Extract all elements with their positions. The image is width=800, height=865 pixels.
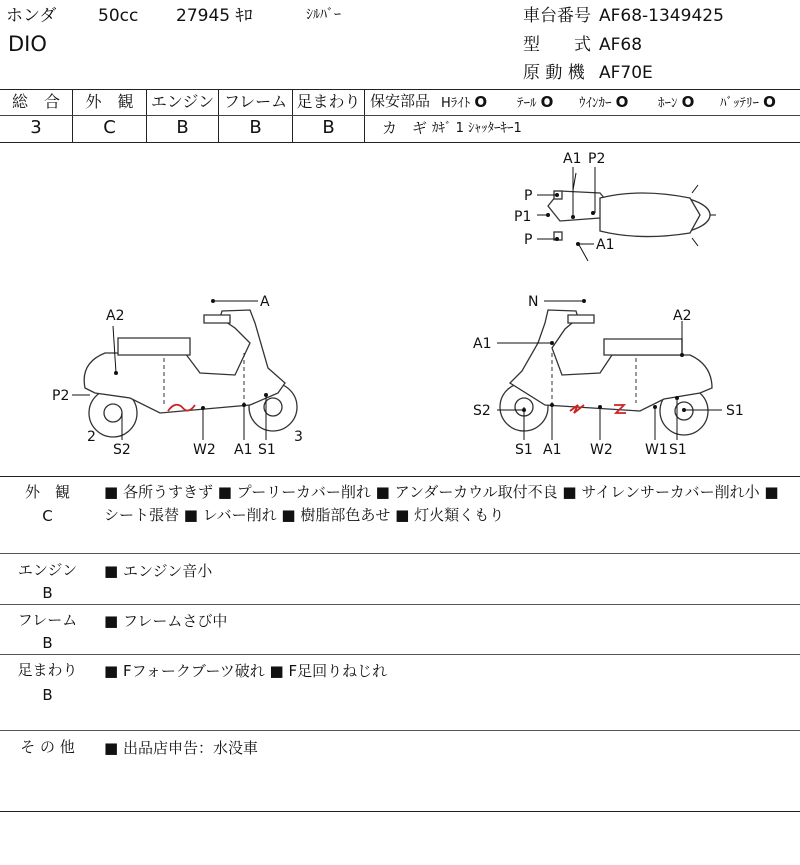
safety-item-mark: O (681, 93, 695, 111)
frame-no: AF68-1349425 (599, 6, 724, 26)
divider (0, 604, 800, 605)
right-seat (604, 339, 682, 355)
divider (364, 115, 800, 116)
scooter-diagram (0, 143, 800, 476)
grade-header-frame: フレーム (223, 92, 288, 111)
color: ｼﾙﾊﾞｰ (306, 7, 341, 23)
diagram-label: 3 (294, 429, 303, 445)
marker (680, 353, 684, 357)
top-view (514, 151, 716, 261)
remark-category: エンジン (17, 561, 78, 579)
grade-overall: 3 (30, 117, 42, 138)
remark-text: ■ 出品店申告：水没車 (104, 739, 258, 757)
mileage: 27945 ｷﾛ (176, 6, 253, 26)
marker (201, 406, 205, 410)
divider (0, 654, 800, 655)
grade-exterior: C (103, 117, 116, 138)
diagram-label: S2 (113, 442, 131, 458)
grade-suspension: B (322, 117, 335, 138)
remark-category: フレーム (17, 611, 78, 629)
diagram-label: A (260, 294, 270, 310)
safety-item-name: ﾃｰﾙ (517, 96, 537, 111)
right-side-view (473, 294, 744, 458)
diagram-label: 2 (87, 429, 96, 445)
safety-item-winker (579, 95, 628, 110)
diagram-label: A1 (543, 442, 562, 458)
diagram-label: S2 (473, 403, 491, 419)
remark-grade: C (42, 507, 53, 525)
diagram-label: A1 (596, 237, 615, 253)
marker (211, 299, 215, 303)
left-seat (118, 338, 190, 355)
divider (0, 811, 800, 812)
diagram-label: S1 (669, 442, 687, 458)
safety-label: 保安部品 (370, 92, 431, 110)
top-view-marker (591, 211, 595, 215)
grade-header-exterior: 外 観 (85, 92, 134, 111)
top-view-rear (692, 238, 698, 246)
remark-text: ■ フレームさび中 (104, 612, 228, 630)
safety-item-horn (658, 95, 694, 110)
marker (114, 371, 118, 375)
marker (653, 405, 657, 409)
remark-grade: B (42, 686, 53, 704)
right-handle (568, 315, 594, 323)
grade-header-engine: エンジン (150, 92, 215, 111)
safety-item-name: Hﾗｲﾄ (441, 96, 471, 111)
diagram-label: A1 (563, 151, 582, 167)
safety-item-name: ｳｲﾝｶｰ (579, 96, 612, 111)
diagram-label: W2 (193, 442, 216, 458)
diagram-label: S1 (258, 442, 276, 458)
marker (598, 405, 602, 409)
top-view-body (600, 193, 700, 237)
marker (550, 341, 554, 345)
safety-item-mark: O (763, 93, 776, 111)
diagram-label: A2 (106, 308, 125, 324)
divider (0, 89, 800, 90)
safety-item-mark: O (615, 93, 629, 111)
diagram-label: P2 (588, 151, 606, 167)
safety-item-tail (517, 95, 553, 110)
safety-item-headlight (441, 95, 487, 110)
diagram-label: P (524, 188, 533, 204)
diagram-label: S1 (726, 403, 744, 419)
grade-engine: B (176, 117, 189, 138)
remark-text: ■ エンジン音小 (104, 562, 213, 580)
key-value: ｶｷﾞ 1 ｼｬｯﾀｰｷｰ1 (432, 121, 522, 136)
grade-header-suspension: 足まわり (296, 92, 361, 111)
marker (522, 408, 526, 412)
model-name: DIO (8, 32, 47, 56)
divider (0, 476, 800, 477)
marker (582, 299, 586, 303)
top-view-handle (578, 243, 588, 261)
diagram-label: A2 (673, 308, 692, 324)
frame-no-label: 車台番号 (523, 6, 591, 26)
safety-item-name: ﾊﾞｯﾃﾘｰ (720, 96, 759, 111)
remark-text: ■ 各所うすきず ■ プーリーカバー削れ ■ アンダーカウル取付不良 ■ サイレンサーカバー削れ小 ■ シート張替 ■ レバー削れ ■ 樹脂部色あせ ■ 灯火類くもり (104, 483, 779, 525)
remark-grade: B (42, 634, 53, 652)
remark-grade: B (42, 584, 53, 602)
grade-frame: B (249, 117, 262, 138)
top-view-rear (692, 185, 698, 193)
left-handle (204, 315, 230, 323)
type-label: 型 式 (523, 35, 591, 55)
diagram-label: P (524, 232, 533, 248)
marker (550, 403, 554, 407)
engine-value: AF70E (599, 63, 653, 83)
diagram-label: P1 (514, 209, 532, 225)
safety-item-name: ﾎｰﾝ (658, 96, 678, 111)
displacement: 50cc (98, 6, 139, 26)
left-side-view (52, 294, 303, 458)
marker (242, 403, 246, 407)
diagram-label: W1 (645, 442, 668, 458)
divider (0, 730, 800, 731)
type-value: AF68 (599, 35, 643, 55)
diagram-label: W2 (590, 442, 613, 458)
remark-category: 足まわり (17, 661, 78, 679)
divider (0, 553, 800, 554)
marker (682, 408, 686, 412)
maker: ホンダ (6, 6, 57, 26)
safety-item-mark: O (474, 93, 488, 111)
front-wheel-hub (264, 398, 282, 416)
remark-category: 外 観 (24, 483, 70, 501)
diagram-label: P2 (52, 388, 70, 404)
diagram-label: A1 (234, 442, 253, 458)
key-label: カ ギ (382, 119, 428, 137)
marker (675, 396, 679, 400)
engine-label: 原 動 機 (523, 63, 585, 83)
safety-item-mark: O (540, 93, 554, 111)
grade-header-overall: 総 合 (11, 92, 60, 111)
diagram-label: S1 (515, 442, 533, 458)
safety-item-battery (720, 95, 776, 110)
remark-category: そ の 他 (20, 738, 75, 756)
remark-text: ■ Fフォークブーツ破れ ■ F足回りねじれ (104, 662, 388, 680)
rear-wheel-hub (104, 404, 122, 422)
diagram-label: A1 (473, 336, 492, 352)
divider (0, 115, 364, 116)
marker (264, 393, 268, 397)
diagram-label: N (528, 294, 539, 310)
